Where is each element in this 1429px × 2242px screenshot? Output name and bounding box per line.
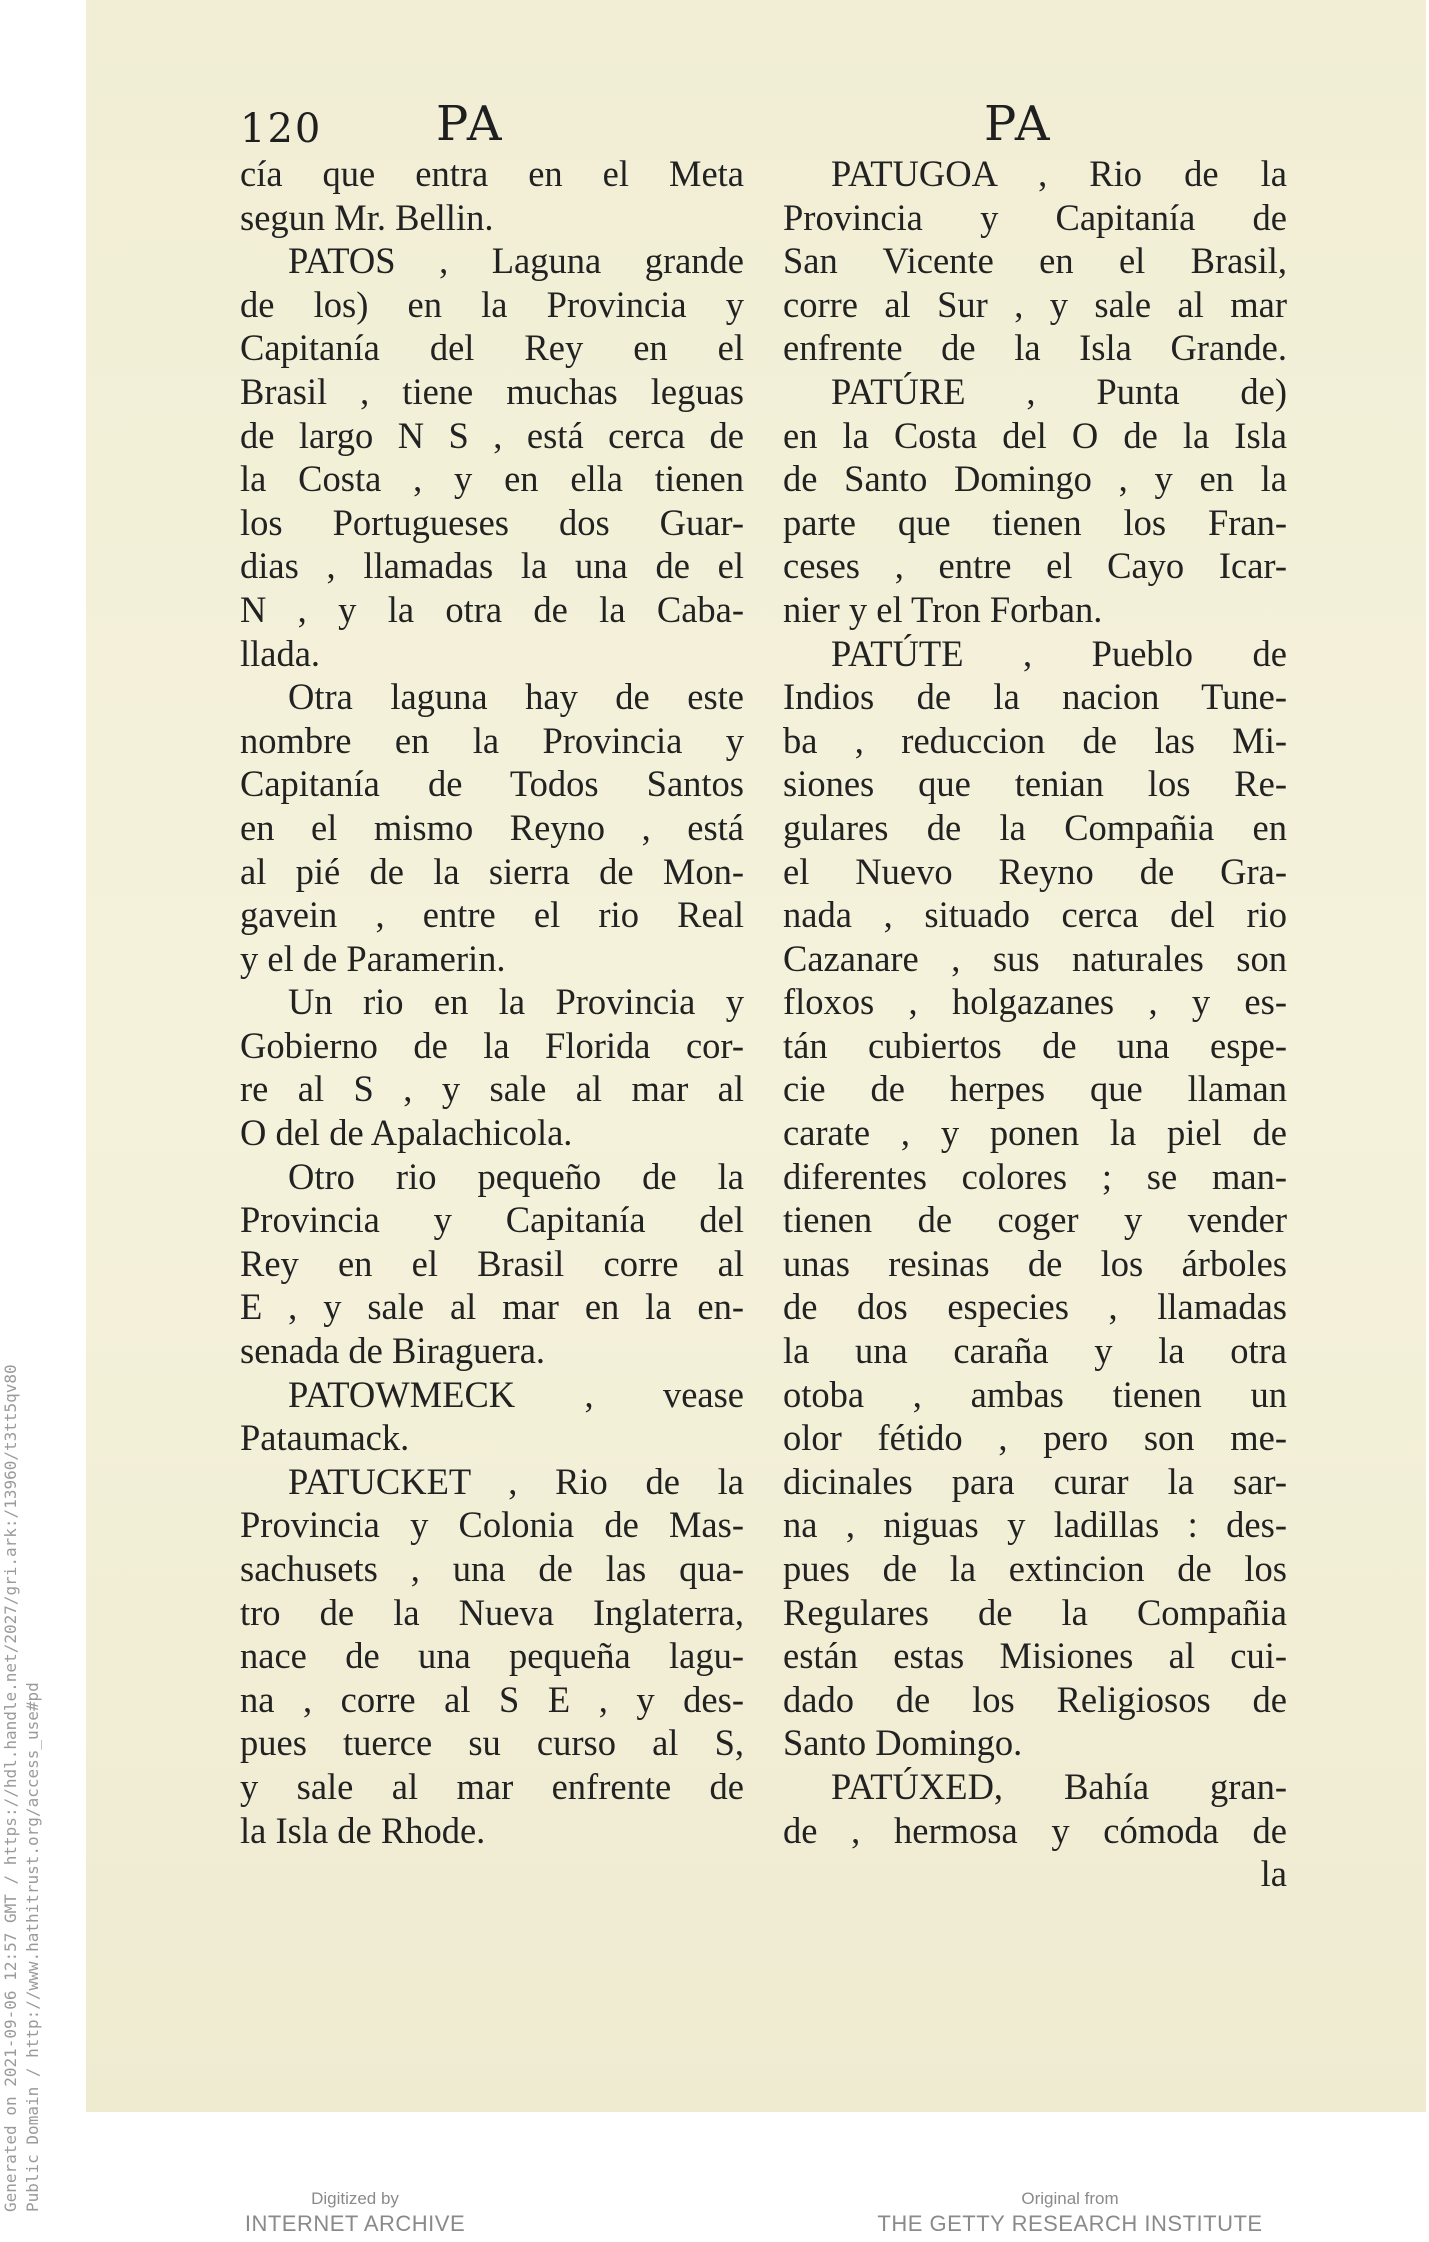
text-line: na , corre al S E , y des-	[240, 1678, 744, 1720]
text-line: nace de una pequeña lagu-	[240, 1635, 744, 1677]
text-line: la Isla de Rhode.	[240, 1809, 486, 1851]
text-line: tán cubiertos de una espe-	[783, 1024, 1287, 1066]
text-line: PATOWMECK , vease	[288, 1373, 744, 1415]
text-line: dado de los Religiosos de	[783, 1678, 1287, 1720]
text-line: Capitanía del Rey en el	[240, 327, 744, 369]
text-line: olor fétido , pero son me-	[783, 1417, 1287, 1459]
text-line: ba , reduccion de las Mi-	[783, 719, 1287, 761]
text-line: de largo N S , está cerca de	[240, 414, 744, 456]
text-line: de Santo Domingo , y en la	[783, 458, 1287, 500]
text-line: la una caraña y la otra	[783, 1330, 1287, 1372]
text-line: floxos , holgazanes , y es-	[783, 981, 1287, 1023]
text-line: tienen de coger y vender	[783, 1199, 1287, 1241]
text-line: segun Mr. Bellin.	[240, 196, 494, 238]
text-line: PATUGOA , Rio de la	[831, 153, 1287, 194]
text-line: PATOS , Laguna grande	[288, 240, 744, 282]
text-line: nier y el Tron Forban.	[783, 588, 1103, 630]
text-line: diferentes colores ; se man-	[783, 1155, 1287, 1197]
text-line: corre al Sur , y sale al mar	[783, 283, 1287, 325]
text-line: PATÚXED, Bahía gran-	[831, 1765, 1287, 1807]
text-line: Un rio en la Provincia y	[288, 981, 744, 1023]
text-line: ceses , entre el Cayo Icar-	[783, 545, 1287, 587]
text-line: enfrente de la Isla Grande.	[783, 327, 1287, 369]
text-line: Santo Domingo.	[783, 1722, 1023, 1764]
text-line: la Costa , y en ella tienen	[240, 458, 744, 500]
text-line: gavein , entre el rio Real	[240, 894, 744, 936]
internet-archive-label: INTERNET ARCHIVE	[244, 2211, 466, 2236]
text-line: Regulares de la Compañia	[783, 1591, 1287, 1633]
text-line: siones que tenian los Re-	[783, 763, 1287, 805]
text-line: están estas Misiones al cui-	[783, 1635, 1287, 1677]
text-line: en el mismo Reyno , está	[240, 806, 744, 848]
text-line: nada , situado cerca del rio	[783, 894, 1287, 936]
text-line: Cazanare , sus naturales son	[783, 937, 1287, 979]
text-line: Rey en el Brasil corre al	[240, 1242, 744, 1284]
text-line: en la Costa del O de la Isla	[783, 414, 1287, 456]
text-line: Gobierno de la Florida cor-	[240, 1024, 744, 1066]
text-line: senada de Biraguera.	[240, 1330, 546, 1372]
text-line: cía que entra en el Meta	[240, 153, 744, 194]
text-line: el Nuevo Reyno de Gra-	[783, 850, 1287, 892]
text-line: nombre en la Provincia y	[240, 719, 744, 761]
text-line: Provincia y Capitanía de	[783, 196, 1287, 238]
text-line: tro de la Nueva Inglaterra,	[240, 1591, 744, 1633]
left-text-column	[240, 152, 744, 1852]
text-line: Capitanía de Todos Santos	[240, 763, 744, 805]
text-line: Pataumack.	[240, 1417, 410, 1459]
page-number: 120	[240, 106, 323, 152]
digitized-by-credit	[230, 2188, 480, 2238]
text-line: unas resinas de los árboles	[783, 1242, 1287, 1284]
text-line: Otro rio pequeño de la	[288, 1155, 744, 1197]
text-line: y el de Paramerin.	[240, 937, 506, 979]
text-line: dias , llamadas la una de el	[240, 545, 744, 587]
text-line: Provincia y Capitanía del	[240, 1199, 744, 1241]
text-line: N , y la otra de la Caba-	[240, 588, 744, 630]
text-line: la	[1260, 1853, 1287, 1895]
text-line: llada.	[240, 632, 321, 674]
text-line: los Portugueses dos Guar-	[240, 501, 744, 543]
text-line: otoba , ambas tienen un	[783, 1373, 1287, 1415]
running-head-left: PA	[436, 96, 505, 152]
text-line: San Vicente en el Brasil,	[783, 240, 1287, 282]
text-line: re al S , y sale al mar al	[240, 1068, 744, 1110]
text-line: O del de Apalachicola.	[240, 1112, 573, 1154]
text-line: na , niguas y ladillas : des-	[783, 1504, 1287, 1546]
original-from-credit	[870, 2188, 1270, 2238]
text-line: PATÚRE , Punta de)	[831, 370, 1287, 412]
right-text-column	[783, 152, 1287, 1896]
text-line: Provincia y Colonia de Mas-	[240, 1504, 744, 1546]
text-line: PATÚTE , Pueblo de	[831, 632, 1287, 674]
text-line: de los) en la Provincia y	[240, 283, 744, 325]
text-line: E , y sale al mar en la en-	[240, 1286, 744, 1328]
text-line: gulares de la Compañia en	[783, 806, 1287, 848]
text-line: de dos especies , llamadas	[783, 1286, 1287, 1328]
text-line: Otra laguna hay de este	[288, 676, 744, 718]
text-line: dicinales para curar la sar-	[783, 1460, 1287, 1502]
original-from-label: Original from	[1021, 2189, 1119, 2208]
text-line: de , hermosa y cómoda de	[783, 1809, 1287, 1851]
text-line: sachusets , una de las qua-	[240, 1548, 744, 1589]
text-line: Brasil , tiene muchas leguas	[240, 370, 744, 412]
text-line: Indios de la nacion Tune-	[783, 676, 1287, 718]
text-line: parte que tienen los Fran-	[783, 501, 1287, 543]
stamp-line-2: Public Domain / http://www.hathitrust.org/access_use#pd	[23, 1682, 42, 2212]
page-header	[0, 88, 1429, 158]
getty-institute-label: THE GETTY RESEARCH INSTITUTE	[877, 2211, 1263, 2236]
text-line: PATUCKET , Rio de la	[288, 1460, 744, 1502]
text-line: pues de la extincion de los	[783, 1548, 1287, 1589]
running-head-right: PA	[984, 96, 1053, 152]
generation-stamp	[0, 1364, 44, 2212]
digitized-by-label: Digitized by	[311, 2189, 399, 2208]
text-line: pues tuerce su curso al S,	[240, 1722, 744, 1764]
text-line: carate , y ponen la piel de	[783, 1112, 1287, 1154]
stamp-line-1: Generated on 2021-09-06 12:57 GMT / https://hdl.handle.net/2027/gri.ark:/13960/t3tt5qv80	[1, 1364, 20, 2212]
text-line: cie de herpes que llaman	[783, 1068, 1287, 1110]
text-line: y sale al mar enfrente de	[240, 1765, 744, 1807]
text-line: al pié de la sierra de Mon-	[240, 850, 744, 892]
